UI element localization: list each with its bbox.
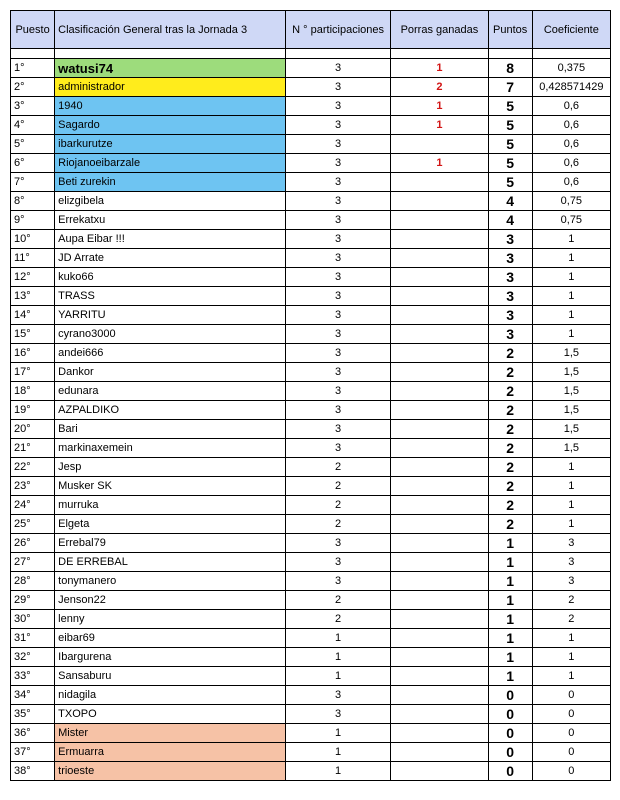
standings-body — [11, 49, 611, 781]
table-row — [11, 572, 611, 591]
table-row — [11, 363, 611, 382]
cell-participaciones: 3 — [285, 78, 390, 97]
header-puntos: Puntos — [488, 11, 532, 49]
cell-coeficiente: 3 — [532, 553, 610, 572]
cell-player-name: 1940 — [55, 97, 286, 116]
table-row — [11, 686, 611, 705]
cell-porras — [391, 648, 488, 667]
cell-puesto: 16° — [11, 344, 55, 363]
table-row — [11, 173, 611, 192]
cell-participaciones: 3 — [285, 97, 390, 116]
cell-puntos: 3 — [488, 268, 532, 287]
cell-player-name: DE ERREBAL — [55, 553, 286, 572]
table-row — [11, 458, 611, 477]
cell-puesto: 29° — [11, 591, 55, 610]
cell-participaciones: 3 — [285, 173, 390, 192]
cell-coeficiente: 1 — [532, 230, 610, 249]
cell-player-name: Beti zurekin — [55, 173, 286, 192]
cell-puesto: 20° — [11, 420, 55, 439]
cell-participaciones: 3 — [285, 344, 390, 363]
cell-puesto: 2° — [11, 78, 55, 97]
table-row — [11, 496, 611, 515]
cell-player-name: administrador — [55, 78, 286, 97]
cell-player-name: JD Arrate — [55, 249, 286, 268]
cell-coeficiente: 1,5 — [532, 382, 610, 401]
cell-porras — [391, 553, 488, 572]
cell-participaciones: 3 — [285, 59, 390, 78]
header-porras: Porras ganadas — [391, 11, 488, 49]
cell-puntos: 1 — [488, 591, 532, 610]
cell-participaciones: 3 — [285, 420, 390, 439]
cell-puntos: 1 — [488, 629, 532, 648]
cell-coeficiente: 0 — [532, 705, 610, 724]
cell-puesto: 24° — [11, 496, 55, 515]
cell-player-name: Aupa Eibar !!! — [55, 230, 286, 249]
cell-porras — [391, 363, 488, 382]
cell-coeficiente: 0,375 — [532, 59, 610, 78]
cell-participaciones: 2 — [285, 515, 390, 534]
cell-coeficiente: 1 — [532, 515, 610, 534]
cell-coeficiente: 0 — [532, 762, 610, 781]
cell-player-name: Musker SK — [55, 477, 286, 496]
cell-puesto: 15° — [11, 325, 55, 344]
cell-coeficiente: 0 — [532, 743, 610, 762]
cell-participaciones: 3 — [285, 705, 390, 724]
cell-player-name: trioeste — [55, 762, 286, 781]
table-row — [11, 553, 611, 572]
cell-puesto: 4° — [11, 116, 55, 135]
cell-porras — [391, 173, 488, 192]
table-row — [11, 344, 611, 363]
table-row — [11, 382, 611, 401]
cell-participaciones: 2 — [285, 458, 390, 477]
cell-porras — [391, 610, 488, 629]
cell-puesto: 23° — [11, 477, 55, 496]
cell-player-name: nidagila — [55, 686, 286, 705]
cell-puesto: 36° — [11, 724, 55, 743]
cell-porras — [391, 724, 488, 743]
table-row — [11, 230, 611, 249]
cell-puntos: 2 — [488, 363, 532, 382]
cell-coeficiente: 1,5 — [532, 401, 610, 420]
cell-coeficiente: 0 — [532, 686, 610, 705]
cell-porras — [391, 230, 488, 249]
cell-participaciones: 3 — [285, 116, 390, 135]
cell-coeficiente: 0,428571429 — [532, 78, 610, 97]
cell-coeficiente: 1 — [532, 648, 610, 667]
cell-puntos: 5 — [488, 116, 532, 135]
cell-puntos: 2 — [488, 496, 532, 515]
cell-coeficiente: 1 — [532, 629, 610, 648]
cell-porras — [391, 743, 488, 762]
cell-coeficiente: 3 — [532, 534, 610, 553]
cell-coeficiente: 1 — [532, 477, 610, 496]
table-row — [11, 211, 611, 230]
cell-participaciones: 3 — [285, 382, 390, 401]
cell-coeficiente: 1 — [532, 496, 610, 515]
cell-porras: 1 — [391, 154, 488, 173]
table-row — [11, 420, 611, 439]
cell-participaciones: 3 — [285, 268, 390, 287]
cell-participaciones: 1 — [285, 743, 390, 762]
table-row — [11, 59, 611, 78]
cell-porras — [391, 629, 488, 648]
header-participaciones: N ° participaciones — [285, 11, 390, 49]
spacer-row — [11, 49, 611, 59]
cell-puntos: 5 — [488, 135, 532, 154]
cell-puntos: 5 — [488, 97, 532, 116]
cell-puesto: 12° — [11, 268, 55, 287]
cell-coeficiente: 2 — [532, 610, 610, 629]
table-row — [11, 78, 611, 97]
cell-puesto: 5° — [11, 135, 55, 154]
table-row — [11, 667, 611, 686]
cell-player-name: Elgeta — [55, 515, 286, 534]
cell-player-name: eibar69 — [55, 629, 286, 648]
cell-porras — [391, 344, 488, 363]
cell-player-name: AZPALDIKO — [55, 401, 286, 420]
table-row — [11, 515, 611, 534]
cell-puesto: 26° — [11, 534, 55, 553]
cell-participaciones: 3 — [285, 686, 390, 705]
cell-participaciones: 3 — [285, 572, 390, 591]
cell-porras: 1 — [391, 97, 488, 116]
cell-participaciones: 2 — [285, 477, 390, 496]
cell-puesto: 38° — [11, 762, 55, 781]
cell-porras — [391, 572, 488, 591]
cell-participaciones: 1 — [285, 724, 390, 743]
cell-puesto: 31° — [11, 629, 55, 648]
cell-player-name: cyrano3000 — [55, 325, 286, 344]
cell-puntos: 2 — [488, 401, 532, 420]
cell-puntos: 0 — [488, 724, 532, 743]
table-row — [11, 610, 611, 629]
cell-puesto: 3° — [11, 97, 55, 116]
cell-coeficiente: 0 — [532, 724, 610, 743]
cell-puntos: 5 — [488, 154, 532, 173]
cell-participaciones: 1 — [285, 667, 390, 686]
cell-participaciones: 2 — [285, 610, 390, 629]
cell-puntos: 2 — [488, 515, 532, 534]
cell-porras — [391, 287, 488, 306]
cell-participaciones: 3 — [285, 154, 390, 173]
cell-puntos: 0 — [488, 743, 532, 762]
cell-porras — [391, 306, 488, 325]
cell-player-name: Sansaburu — [55, 667, 286, 686]
cell-puntos: 2 — [488, 458, 532, 477]
cell-puesto: 27° — [11, 553, 55, 572]
cell-coeficiente: 0,6 — [532, 173, 610, 192]
cell-puntos: 5 — [488, 173, 532, 192]
cell-puesto: 25° — [11, 515, 55, 534]
cell-player-name: Mister — [55, 724, 286, 743]
table-row — [11, 154, 611, 173]
cell-porras — [391, 135, 488, 154]
cell-participaciones: 3 — [285, 135, 390, 154]
cell-porras: 1 — [391, 116, 488, 135]
cell-puntos: 2 — [488, 477, 532, 496]
cell-coeficiente: 1 — [532, 667, 610, 686]
cell-player-name: Ermuarra — [55, 743, 286, 762]
cell-porras: 2 — [391, 78, 488, 97]
cell-coeficiente: 2 — [532, 591, 610, 610]
cell-porras — [391, 325, 488, 344]
cell-player-name: Errekatxu — [55, 211, 286, 230]
cell-puntos: 2 — [488, 420, 532, 439]
cell-porras — [391, 705, 488, 724]
cell-coeficiente: 1,5 — [532, 344, 610, 363]
table-row — [11, 249, 611, 268]
cell-porras — [391, 382, 488, 401]
cell-participaciones: 1 — [285, 762, 390, 781]
cell-player-name: andei666 — [55, 344, 286, 363]
cell-player-name: YARRITU — [55, 306, 286, 325]
table-row — [11, 325, 611, 344]
cell-puesto: 21° — [11, 439, 55, 458]
cell-participaciones: 3 — [285, 401, 390, 420]
table-row — [11, 762, 611, 781]
cell-player-name: Dankor — [55, 363, 286, 382]
cell-puesto: 8° — [11, 192, 55, 211]
table-row — [11, 116, 611, 135]
cell-puesto: 22° — [11, 458, 55, 477]
cell-puntos: 3 — [488, 306, 532, 325]
table-row — [11, 534, 611, 553]
cell-coeficiente: 0,6 — [532, 135, 610, 154]
cell-participaciones: 3 — [285, 534, 390, 553]
cell-puntos: 1 — [488, 667, 532, 686]
cell-puesto: 7° — [11, 173, 55, 192]
cell-porras — [391, 268, 488, 287]
cell-puntos: 1 — [488, 610, 532, 629]
cell-puntos: 0 — [488, 762, 532, 781]
cell-participaciones: 3 — [285, 553, 390, 572]
cell-puntos: 3 — [488, 287, 532, 306]
table-row — [11, 97, 611, 116]
cell-player-name: elizgibela — [55, 192, 286, 211]
cell-coeficiente: 0,75 — [532, 192, 610, 211]
cell-porras — [391, 420, 488, 439]
cell-porras — [391, 762, 488, 781]
cell-puesto: 18° — [11, 382, 55, 401]
table-row — [11, 287, 611, 306]
standings-table — [10, 10, 611, 781]
cell-puntos: 2 — [488, 344, 532, 363]
cell-puesto: 10° — [11, 230, 55, 249]
cell-player-name: lenny — [55, 610, 286, 629]
cell-puntos: 3 — [488, 325, 532, 344]
cell-porras — [391, 458, 488, 477]
header-puesto: Puesto — [11, 11, 55, 49]
standings-sheet — [10, 10, 611, 781]
cell-player-name: tonymanero — [55, 572, 286, 591]
table-row — [11, 743, 611, 762]
cell-puesto: 34° — [11, 686, 55, 705]
cell-porras — [391, 192, 488, 211]
cell-puesto: 19° — [11, 401, 55, 420]
cell-participaciones: 3 — [285, 306, 390, 325]
cell-participaciones: 3 — [285, 287, 390, 306]
cell-player-name: Jenson22 — [55, 591, 286, 610]
cell-participaciones: 3 — [285, 363, 390, 382]
cell-puesto: 6° — [11, 154, 55, 173]
cell-player-name: Sagardo — [55, 116, 286, 135]
cell-puntos: 3 — [488, 249, 532, 268]
cell-puntos: 1 — [488, 553, 532, 572]
cell-participaciones: 2 — [285, 496, 390, 515]
header-clasificacion: Clasificación General tras la Jornada 3 — [55, 11, 286, 49]
cell-participaciones: 3 — [285, 249, 390, 268]
cell-porras — [391, 477, 488, 496]
cell-puesto: 33° — [11, 667, 55, 686]
cell-coeficiente: 1,5 — [532, 363, 610, 382]
cell-player-name: TXOPO — [55, 705, 286, 724]
cell-puesto: 35° — [11, 705, 55, 724]
cell-puntos: 4 — [488, 192, 532, 211]
cell-puesto: 13° — [11, 287, 55, 306]
cell-puntos: 0 — [488, 705, 532, 724]
cell-player-name: Errebal79 — [55, 534, 286, 553]
cell-player-name: Bari — [55, 420, 286, 439]
cell-coeficiente: 1 — [532, 249, 610, 268]
cell-player-name: watusi74 — [55, 59, 286, 78]
cell-coeficiente: 1 — [532, 306, 610, 325]
table-row — [11, 724, 611, 743]
cell-coeficiente: 0,75 — [532, 211, 610, 230]
cell-participaciones: 3 — [285, 325, 390, 344]
cell-player-name: Jesp — [55, 458, 286, 477]
cell-puntos: 0 — [488, 686, 532, 705]
cell-participaciones: 1 — [285, 648, 390, 667]
cell-coeficiente: 0,6 — [532, 97, 610, 116]
table-row — [11, 439, 611, 458]
cell-puntos: 8 — [488, 59, 532, 78]
cell-puesto: 17° — [11, 363, 55, 382]
table-row — [11, 268, 611, 287]
cell-participaciones: 3 — [285, 230, 390, 249]
cell-porras — [391, 686, 488, 705]
cell-porras — [391, 439, 488, 458]
cell-player-name: TRASS — [55, 287, 286, 306]
cell-puntos: 1 — [488, 572, 532, 591]
cell-coeficiente: 1 — [532, 268, 610, 287]
cell-player-name: markinaxemein — [55, 439, 286, 458]
cell-player-name: ibarkurutze — [55, 135, 286, 154]
cell-participaciones: 3 — [285, 211, 390, 230]
cell-puesto: 32° — [11, 648, 55, 667]
cell-puesto: 11° — [11, 249, 55, 268]
table-row — [11, 705, 611, 724]
cell-participaciones: 3 — [285, 192, 390, 211]
cell-coeficiente: 1 — [532, 287, 610, 306]
cell-porras — [391, 667, 488, 686]
cell-player-name: Ibargurena — [55, 648, 286, 667]
cell-participaciones: 3 — [285, 439, 390, 458]
cell-porras — [391, 515, 488, 534]
cell-player-name: edunara — [55, 382, 286, 401]
cell-porras — [391, 401, 488, 420]
table-row — [11, 135, 611, 154]
cell-porras — [391, 249, 488, 268]
cell-porras — [391, 534, 488, 553]
cell-puntos: 3 — [488, 230, 532, 249]
cell-puesto: 9° — [11, 211, 55, 230]
cell-puesto: 37° — [11, 743, 55, 762]
cell-participaciones: 2 — [285, 591, 390, 610]
table-row — [11, 591, 611, 610]
cell-coeficiente: 0,6 — [532, 154, 610, 173]
cell-puesto: 1° — [11, 59, 55, 78]
cell-porras: 1 — [391, 59, 488, 78]
cell-puesto: 14° — [11, 306, 55, 325]
cell-porras — [391, 496, 488, 515]
cell-coeficiente: 1,5 — [532, 439, 610, 458]
cell-puntos: 1 — [488, 648, 532, 667]
cell-porras — [391, 591, 488, 610]
cell-puntos: 2 — [488, 382, 532, 401]
cell-coeficiente: 0,6 — [532, 116, 610, 135]
cell-coeficiente: 3 — [532, 572, 610, 591]
cell-puntos: 4 — [488, 211, 532, 230]
cell-puntos: 2 — [488, 439, 532, 458]
table-row — [11, 648, 611, 667]
cell-puesto: 28° — [11, 572, 55, 591]
cell-porras — [391, 211, 488, 230]
table-row — [11, 306, 611, 325]
cell-puesto: 30° — [11, 610, 55, 629]
header-row — [11, 11, 611, 49]
cell-participaciones: 1 — [285, 629, 390, 648]
cell-coeficiente: 1 — [532, 458, 610, 477]
cell-player-name: kuko66 — [55, 268, 286, 287]
cell-player-name: Riojanoeibarzale — [55, 154, 286, 173]
cell-player-name: murruka — [55, 496, 286, 515]
table-row — [11, 192, 611, 211]
cell-puntos: 1 — [488, 534, 532, 553]
table-row — [11, 629, 611, 648]
table-row — [11, 477, 611, 496]
cell-coeficiente: 1 — [532, 325, 610, 344]
cell-puntos: 7 — [488, 78, 532, 97]
table-row — [11, 401, 611, 420]
cell-coeficiente: 1,5 — [532, 420, 610, 439]
header-coeficiente: Coeficiente — [532, 11, 610, 49]
